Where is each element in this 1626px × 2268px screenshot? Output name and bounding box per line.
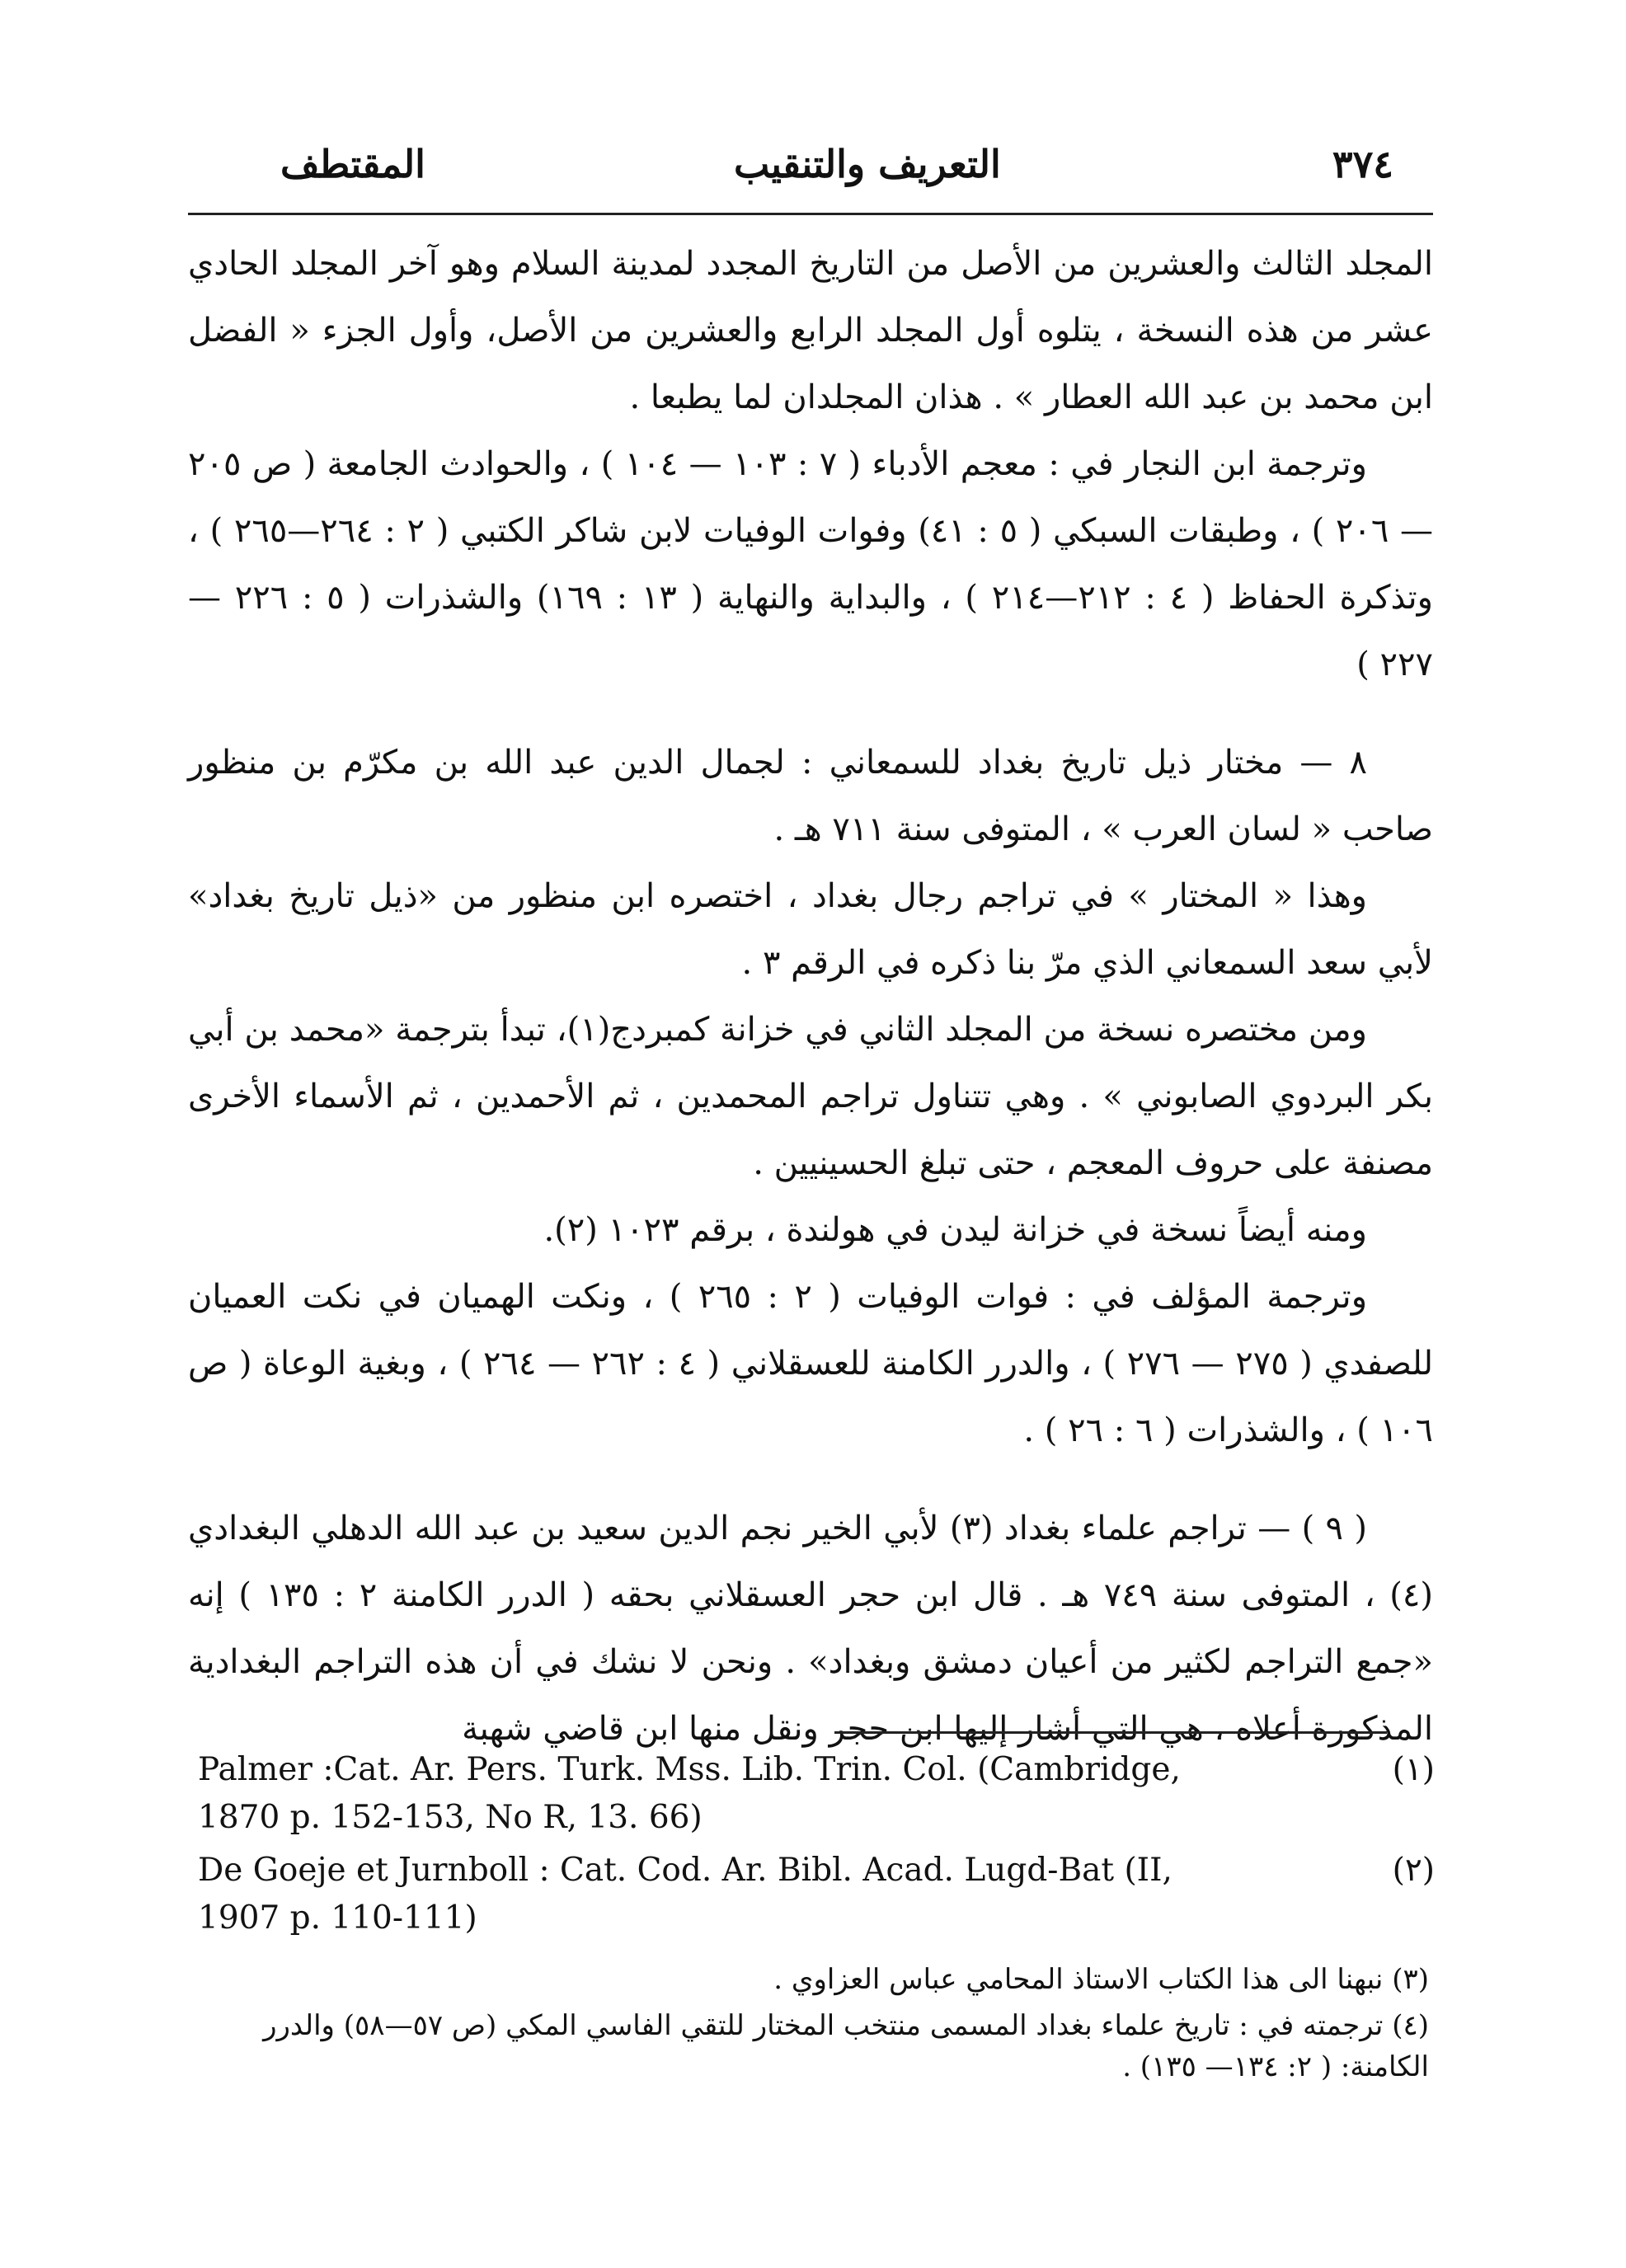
footnote-1 (198, 1746, 1435, 1842)
entry-heading-9: ( ٩ ) — تراجم علماء بغداد (٣) لأبي الخير نجم الدين سعيد بن عبد الله الدهلي البغدادي (٤) ، المتوفى سنة ٧٤٩ هـ . قال ابن حجر العسقلاني بحقه ( الدرر الكامنة ٢ : ١٣٥ ) إنه «جمع التراجم لكثير من أعيان دمشق وبغداد» . ونحن لا نشك في أن هذه التراجم البغدادية المذكورة أعلاه ، هي التي أشار إليها ابن حجر ونقل منها ابن قاضي شهبة (188, 1510, 1433, 1748)
section-title: التعريف والتنقيب (734, 142, 1001, 186)
paragraph: وترجمة المؤلف في : فوات الوفيات ( ٢ : ٢٦٥ ) ، ونكت الهميان في نكت العميان للصفدي ( ٢٧٥ — ٢٧٦ ) ، والدرر الكامنة للعسقلاني ( ٤ : ٢٦٢ — ٢٦٤ ) ، وبغية الوعاة ( ص ١٠٦ ) ، والشذرات ( ٦ : ٢٦ ) . (188, 1278, 1434, 1449)
main-text (188, 231, 1433, 1763)
header-rule (188, 213, 1433, 215)
magazine-name: المقتطف (280, 142, 425, 186)
footnote-2 (198, 1847, 1435, 1942)
footnote-4: (٤) ترجمته في : تاريخ علماء بغداد المسمى منتخب المختار للتقي الفاسي المكي (ص ٥٧—٥٨) والدرر الكامنة: ( ٢: ١٣٤— ١٣٥) . (263, 2009, 1429, 2083)
footnote-line: De Goeje et Jurnboll : Cat. Cod. Ar. Bibl. Acad. Lugd-Bat (II, (198, 1852, 1173, 1889)
paragraph: وترجمة ابن النجار في : معجم الأدباء ( ٧ : ١٠٣ — ١٠٤ ) ، والحوادث الجامعة ( ص ٢٠٥ — ٢٠٦ ) ، وطبقات السبكي ( ٥ : ٤١) وفوات الوفيات لابن شاكر الكتبي ( ٢ : ٢٦٤—٢٦٥ ) ، وتذكرة الحفاظ ( ٤ : ٢١٢—٢١٤ ) ، والبداية والنهاية ( ١٣ : ١٦٩) والشذرات ( ٥ : ٢٢٦ — ٢٢٧ ) (188, 445, 1434, 683)
entry-heading-8: ٨ — مختار ذيل تاريخ بغداد للسمعاني : لجمال الدين عبد الله بن مكرّم بن منظور صاحب « لسان العرب » ، المتوفى سنة ٧١١ هـ . (188, 744, 1433, 848)
footnote-number: (٢) (1392, 1852, 1435, 1889)
paragraph: وهذا « المختار » في تراجم رجال بغداد ، اختصره ابن منظور من «ذيل تاريخ بغداد» لأبي سعد السمعاني الذي مرّ بنا ذكره في الرقم ٣ . (188, 877, 1433, 982)
footnote-line: 1870 p. 152-153, No R, 13. 66) (198, 1799, 703, 1836)
paragraph: ومنه أيضاً نسخة في خزانة ليدن في هولندة ، برقم ١٠٢٣ (٢). (543, 1211, 1367, 1249)
paragraph: المجلد الثالث والعشرين من الأصل من التاريخ المجدد لمدينة السلام وهو آخر المجلد الحادي عشر من هذه النسخة ، يتلوه أول المجلد الرابع والعشرين من الأصل، وأول الجزء « الفضل ابن محمد بن عبد الله العطار » . هذان المجلدان لما يطبعا . (188, 245, 1433, 416)
footnote-line: 1907 p. 110-111) (198, 1899, 477, 1937)
running-header (272, 134, 1402, 200)
footnote-rule (834, 1731, 1387, 1734)
paragraph: ومن مختصره نسخة من المجلد الثاني في خزانة كمبردج(١)، تبدأ بترجمة «محمد بن أبي بكر البردوي الصابوني » . وهي تتناول تراجم المحمدين ، ثم الأحمدين ، ثم الأسماء الأخرى مصنفة على حروف المعجم ، حتى تبلغ الحسينيين . (188, 1011, 1433, 1182)
footnote-number: (١) (1392, 1751, 1435, 1788)
footnote-line: Palmer :Cat. Ar. Pers. Turk. Mss. Lib. Trin. Col. (Cambridge, (198, 1751, 1181, 1788)
page-number: ٣٧٤ (1332, 142, 1393, 186)
footnote-3: (٣) نبهنا الى هذا الكتاب الاستاذ المحامي عباس العزاوي . (773, 1963, 1429, 1996)
